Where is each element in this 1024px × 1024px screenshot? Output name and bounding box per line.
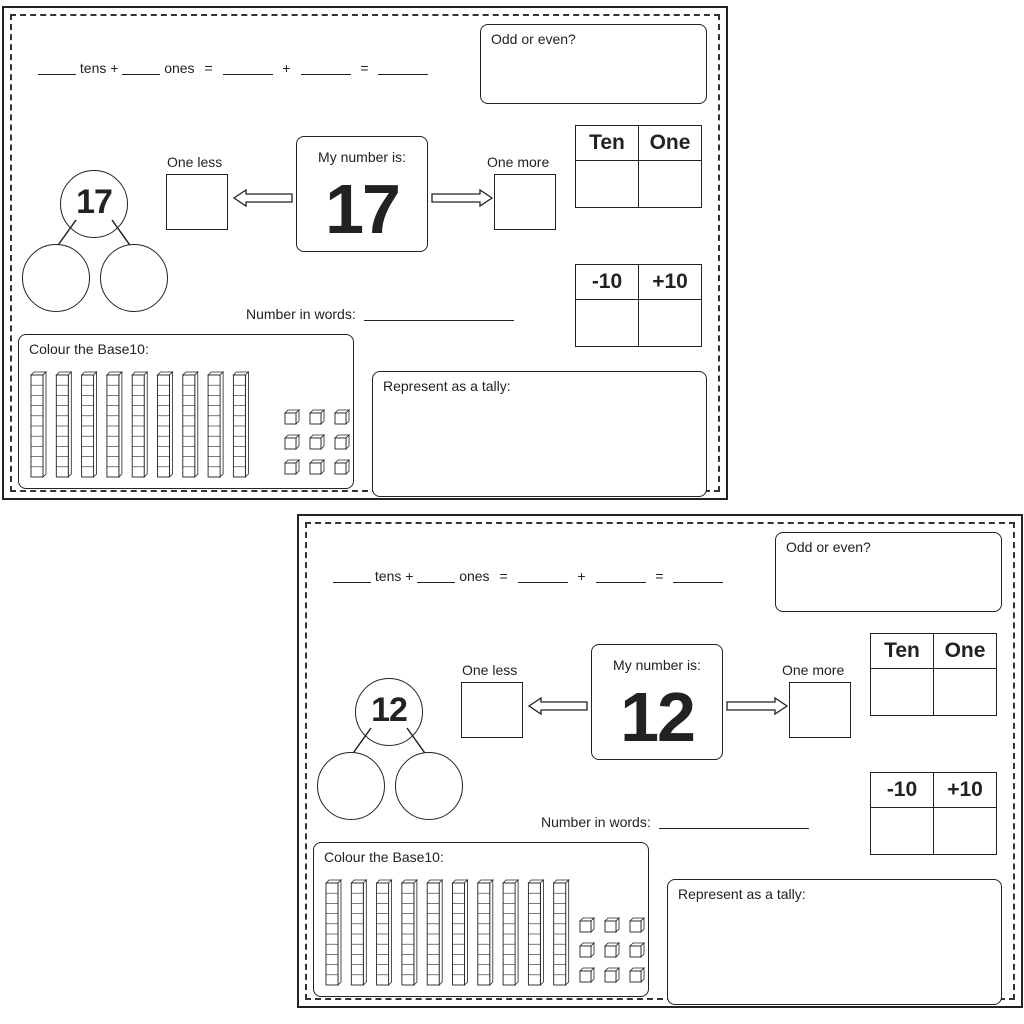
one-less-box[interactable] [166,174,228,230]
odd-or-even-box[interactable] [480,24,707,104]
unit-cube[interactable] [630,918,644,932]
unit-cube[interactable] [335,435,349,449]
my-number-box [591,644,723,760]
right-arrow-icon [725,696,789,716]
tens-value-blank[interactable] [223,60,273,75]
minus-ten-header: -10 [871,773,934,808]
minus-ten-header: -10 [576,265,639,300]
ten-rod[interactable] [107,372,122,477]
plus-ten-answer-cell[interactable] [934,808,997,855]
my-number-box [296,136,428,252]
worksheet-12 [297,514,1023,1008]
unit-cube[interactable] [335,410,349,424]
ten-rod[interactable] [132,372,147,477]
one-more-label: One more [782,662,845,678]
tally-label: Represent as a tally: [678,886,806,902]
tens-label: tens + [79,60,119,76]
ones-value-blank[interactable] [596,568,646,583]
ten-rod[interactable] [326,880,341,985]
ten-rod[interactable] [82,372,97,477]
total-blank[interactable] [673,568,723,583]
minus-ten-answer-cell[interactable] [871,808,934,855]
ten-rod[interactable] [554,880,569,985]
unit-cube[interactable] [310,410,324,424]
ten-header: Ten [576,126,639,161]
number-in-words-line[interactable] [364,306,514,321]
number-in-words-line[interactable] [659,814,809,829]
plus-ten-header: +10 [934,773,997,808]
number-in-words-label: Number in words: [246,306,356,322]
odd-or-even-label: Odd or even? [491,31,576,47]
part-whole-number: 17 [76,183,112,221]
my-number-label: My number is: [613,657,701,673]
worksheet-17 [2,6,728,500]
ten-rod[interactable] [402,880,417,985]
number-in-words-label: Number in words: [541,814,651,830]
equals-sign: = [499,568,508,584]
ten-rod[interactable] [377,880,392,985]
unit-cube[interactable] [285,435,299,449]
unit-cube[interactable] [580,968,594,982]
ten-rod[interactable] [158,372,173,477]
ten-header: Ten [871,634,934,669]
ten-one-table [870,633,997,716]
unit-cube[interactable] [605,918,619,932]
one-answer-cell[interactable] [639,161,702,208]
unit-cube[interactable] [605,943,619,957]
tens-value-blank[interactable] [518,568,568,583]
one-answer-cell[interactable] [934,669,997,716]
ten-one-table [575,125,702,208]
equals-sign: = [204,60,213,76]
ten-rod[interactable] [427,880,442,985]
unit-cube[interactable] [580,918,594,932]
minus-ten-answer-cell[interactable] [576,300,639,347]
base10-box [18,334,354,489]
one-more-label: One more [487,154,550,170]
ten-rod[interactable] [503,880,518,985]
unit-cube[interactable] [630,968,644,982]
part-whole-left-circle[interactable] [317,752,385,820]
one-less-box[interactable] [461,682,523,738]
base10-label: Colour the Base10: [29,341,149,357]
ten-rod[interactable] [31,372,46,477]
tens-label: tens + [374,568,414,584]
odd-or-even-label: Odd or even? [786,539,871,555]
ten-rod[interactable] [478,880,493,985]
one-more-box[interactable] [494,174,556,230]
one-less-label: One less [167,154,223,170]
tally-label: Represent as a tally: [383,378,511,394]
ten-answer-cell[interactable] [576,161,639,208]
equals-sign-2: = [655,568,664,584]
odd-or-even-box[interactable] [775,532,1002,612]
plus-minus-ten-table [870,772,997,855]
number-in-words [541,814,809,830]
unit-cube[interactable] [310,435,324,449]
my-number-value: 17 [325,170,399,248]
unit-cube[interactable] [285,460,299,474]
equals-sign-2: = [360,60,369,76]
plus-minus-ten-table [575,264,702,347]
ten-rod[interactable] [453,880,468,985]
base10-box [313,842,649,997]
total-blank[interactable] [378,60,428,75]
ten-answer-cell[interactable] [871,669,934,716]
plus-sign: + [282,60,291,76]
plus-ten-header: +10 [639,265,702,300]
one-more-box[interactable] [789,682,851,738]
unit-cube[interactable] [310,460,324,474]
left-arrow-icon [527,696,591,716]
unit-cube[interactable] [605,968,619,982]
my-number-label: My number is: [318,149,406,165]
tally-box[interactable] [667,879,1002,1005]
ones-label: ones [164,60,195,76]
ten-rod[interactable] [528,880,543,985]
ten-rod[interactable] [351,880,366,985]
one-header: One [934,634,997,669]
plus-ten-answer-cell[interactable] [639,300,702,347]
my-number-value: 12 [620,678,694,756]
part-whole-left-circle[interactable] [22,244,90,312]
unit-cube[interactable] [335,460,349,474]
base10-label: Colour the Base10: [324,849,444,865]
unit-cube[interactable] [285,410,299,424]
one-header: One [639,126,702,161]
one-less-label: One less [462,662,518,678]
base10-blocks[interactable] [19,335,355,490]
right-arrow-icon [430,188,494,208]
ten-rod[interactable] [56,372,71,477]
left-arrow-icon [232,188,296,208]
ones-value-blank[interactable] [301,60,351,75]
unit-cube[interactable] [630,943,644,957]
part-whole-right-circle[interactable] [100,244,168,312]
ten-rod[interactable] [208,372,223,477]
ten-rod[interactable] [233,372,248,477]
part-whole-number: 12 [371,691,407,729]
ten-rod[interactable] [183,372,198,477]
unit-cube[interactable] [580,943,594,957]
base10-blocks[interactable] [314,843,650,998]
ones-label: ones [459,568,490,584]
tally-box[interactable] [372,371,707,497]
plus-sign: + [577,568,586,584]
number-in-words [246,306,514,322]
part-whole-right-circle[interactable] [395,752,463,820]
